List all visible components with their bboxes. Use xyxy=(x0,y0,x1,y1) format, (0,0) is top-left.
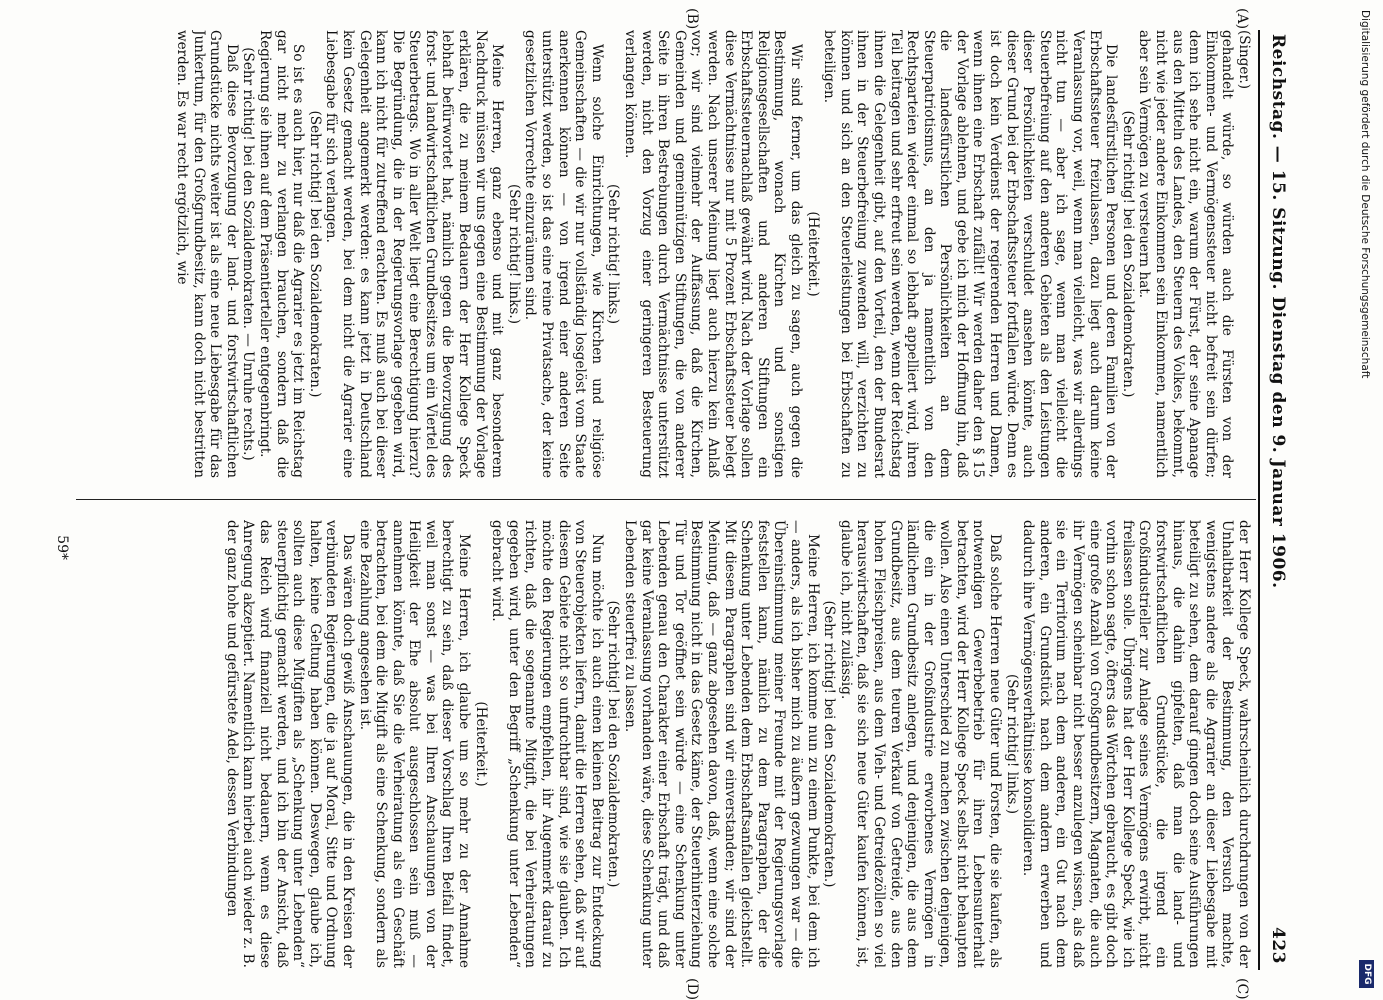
header-rule xyxy=(1258,30,1260,970)
digitization-note: Digitalisierung gefördert durch die Deutsche Forschungsgemeinschaft xyxy=(1359,10,1371,379)
interjection: (Sehr richtig! links.) xyxy=(1003,673,1020,815)
margin-mark-a: (A) xyxy=(1234,8,1250,30)
interjection: (Sehr richtig! bei den Sozialdemokraten.) xyxy=(1119,110,1136,398)
interjection: (Sehr richtig! bei den Sozialdemokraten. — Unruhe rechts.) xyxy=(240,47,257,461)
interjection: (Sehr richtig! links.) xyxy=(605,183,622,325)
digitization-note-strip xyxy=(1343,0,1383,1000)
header-right: 423 xyxy=(1268,927,1288,964)
paragraph: Wenn solche Einrichtungen, wie Kirchen und religiöse Gemeinschaften — die wir nur vollständig losgelöst vom Staate anerkennen können — von irgend einer anderen Seite unterstützt werden, so ist das eine reine Privatsache, der keine gesetzlichen Vorrechte einzuräumen sind. xyxy=(522,30,605,478)
interjection: (Heiterkeit.) xyxy=(472,701,489,787)
paragraph: Daß solche Herren neue Güter und Forsten, die sie kaufen, als notwendigen Gewerbebetrieb für ihren Lebensunterhalt betrachten, wird der Herr Kollege Speck selbst nicht behaupten wollen. Also einen Unterschied zu machen zwischen denjenigen, die ein in der Großindustrie erworbenes Vermögen in ländlichem Grundbesitz anlegen, und denjenigen, die aus dem Grundbesitz, aus dem teuren Verkauf von Getreide, aus den hohen Fleischpreisen, aus dem Vieh- und Getreidezöllen so viel herauswirtschaften, daß sie sich neue Güter kaufen können, ist, glaube ich, nicht zulässig. xyxy=(837,520,1004,968)
column-divider xyxy=(76,499,1256,500)
header-left: Reichstag. — 15. Sitzung. Dienstag den 9. Januar 1906. xyxy=(1268,34,1288,589)
dfg-logo: DFG xyxy=(1359,960,1374,988)
paragraph: Meine Herren, ganz ebenso und mit ganz besonderem Nachdruck müssen wir uns gegen eine Bestimmung der Vorlage erklären, die zu meinem Bedauern der Herr Kollege Speck lebhaft befürwortet hat, nämlich gegen die Bevorzugung des forst- und landwirtschaftlichen Grundbesitzes um ein Viertel des Steuerbetrags. Wo in aller Welt liegt eine Berechtigung hierzu? Die Begründung, die in der Regierungsvorlage gegeben wird, kann ich nicht für zutreffend erachten. Es muß auch bei dieser Gelegenheit angemerkt werden: es kann jetzt in Deutschland kein Gesetz gemacht werden, bei dem nicht die Agrarier eine Liebesgabe für sich verlangen. xyxy=(323,30,506,478)
paragraph: gehandelt würde, so würden auch die Fürsten von der Einkommen- und Vermögenssteuer nicht befreit sein dürfen; denn ich sehe nicht ein, warum der Fürst, der seine Apanage aus den Mitteln des Landes, den Steuern des Volkes, bekommt, nicht wie jeder andere Einkommen sein Einkommen, namentlich aber sein Vermögen zu versteuern hat. xyxy=(1136,30,1236,478)
right-column xyxy=(97,520,1252,968)
paragraph: Meine Herren, ich komme nun zu einem Punkte, bei dem ich — anders, als ich bisher mich zu äußern gezwungen war — die Übereinstimmung meiner Freunde mit der Regierungsvorlage feststellen kann, nämlich zu dem Paragraphen, der die Schenkung unter Lebenden dem Erbschaftsanfallen gleichstellt. Mit diesem Paragraphen sind wir einverstanden; wir sind der Meinung, daß — ganz abgesehen davon, daß, wenn eine solche Bestimmung nicht in das Gesetz käme, der Steuerhinterziehung Tür und Tor geöffnet sein würde — eine Schenkung unter Lebenden genau den Charakter einer Erbschaft trägt, und daß gar keine Veranlassung vorhanden wäre, diese Schenkung unter Lebenden steuerfrei zu lassen. xyxy=(622,520,821,968)
margin-mark-b: (B) xyxy=(684,8,700,30)
paragraph: Meine Herren, ich glaube um so mehr zu der Annahme berechtigt zu sein, daß dieser Vorschlag Ihren Beifall findet, weil man sonst — was bei Ihren Anschauungen von der Heiligkeit der Ehe absolut ausgeschlossen sein muß — annehmen könnte, daß Sie die Verheiratung als ein Geschäft betrachten, bei dem die Mitgift als eine Schenkung, sondern als eine Bezahlung angesehen ist. xyxy=(356,520,473,968)
speaker-label: (Singer.) xyxy=(1236,30,1252,90)
paragraph: Nun möchte ich auch einen kleinen Beitrag zur Entdeckung von Steuerobjekten liefern, damit die Herren sehen, daß wir auf diesem Gebiete nicht so unfruchtbar sind, wie sie glauben. Ich möchte den Regierungen empfehlen, ihr Augenmerk darauf zu richten, daß die sogenannte Mitgift, die bei Verheiratungen gegeben wird, unter den Begriff „Schenkung unter Lebenden“ gebracht wird. xyxy=(489,520,605,968)
paragraph: Daß diese Bevorzugung der land- und forstwirtschaftlichen Grundstücke nichts weiter ist als eine neue Liebesgabe für das Junkertum, für den Großgrundbesitz, kann doch nicht bestritten werden. Es war recht ergötzlich, wie xyxy=(174,30,240,478)
paragraph: Das wären doch gewiß Anschauungen, die in den Kreisen der verbündeten Regierungen, die ja auf Moral, Sitte und Ordnung halten, keine Geltung haben können. Deswegen, glaube ich, sollten auch diese Mitgiften als „Schenkung unter Lebenden“ steuerpflichtig gemacht werden, und ich bin der Ansicht, daß das Reich wird finanziell nicht bedauern, wenn es diese Anregung akzeptiert. Namentlich kann hierbei auch wieder z. B. der ganz hohe und gefürstete Adel, dessen Verbindungen xyxy=(223,520,356,968)
interjection: (Sehr richtig! bei den Sozialdemokraten.) xyxy=(605,600,622,888)
interjection: (Heiterkeit.) xyxy=(804,211,821,297)
left-column xyxy=(97,30,1252,478)
interjection: (Sehr richtig! bei den Sozialdemokraten.) xyxy=(306,110,323,398)
interjection: (Sehr richtig! bei den Sozialdemokraten.) xyxy=(821,600,838,888)
interjection: (Sehr richtig! links.) xyxy=(505,183,522,325)
paragraph: der Herr Kollege Speck, wahrscheinlich durchdrungen von der Unhaltbarkeit der Bestimmung, den Versuch machte, wenigstens andere als die Agrarier an dieser Liebesgabe mit beteiligt zu sehen, dem darauf gingen doch seine Ausführungen hinaus, die dahin gipfelten, daß man die land- und forstwirtschaftlichen Grundstücke, die irgend ein Großindustrieller zur Anlage seines Vermögens erwirbt, nicht freilassen solle. Übrigens hat der Herr Kollege Speck, wie ich vorhin schon sagte, öfters das Wörtchen gebraucht, es gibt doch eine große Anzahl von Großgrundbesitzern, Magnaten, die auch ihr Vermögen scheinbar nicht besser anzulegen wissen, als daß sie ein Territorium nach dem anderen, ein Gut nach dem anderen, ein Grundstück nach dem andern erwerben und dadurch ihre Vermögensverhältnisse konsolidieren. xyxy=(1020,520,1252,968)
margin-mark-d: (D) xyxy=(684,978,700,1000)
paragraph: So ist es auch hier, nur daß die Agrarier es jetzt im Reichstag gar nicht mehr zu verlangen brauchen, sondern daß die Regierung sie ihnen auf dem Präsentierteller entgegenbringt. xyxy=(256,30,307,478)
signature-mark: 59* xyxy=(54,535,70,560)
paragraph: Wir sind ferner, um das gleich zu sagen, auch gegen die Bestimmung, wonach Kirchen und sonstigen Religionsgesellschaften und anderen Stiftungen ein Erbschaftssteuernachlaß gewährt wird. Nach der Vorlage sollen diese Vermächtnisse nur mit 5 Prozent Erbschaftssteuer belegt werden. Nach unserer Meinung liegt auch hierzu kein Anlaß vor; wir sind vielmehr der Auffassung, daß die Kirchen, Gemeinden und gemeinnützigen Stiftungen, die von anderer Seite in ihren Bestrebungen durch Vermächtnisse unterstützt werden, nicht den Vorzug einer geringeren Besteuerung verlangen können. xyxy=(622,30,804,478)
margin-mark-c: (C) xyxy=(1234,978,1250,1000)
page-header xyxy=(1264,0,1292,1000)
paragraph: Die landesfürstlichen Personen und deren Familien von der Erbschaftssteuer freizulassen, dazu liegt auch darum keine Veranlassung vor, weil, wenn man vielleicht, was wir allerdings nicht tun — aber ich sage, wenn man vielleicht die Steuerbefreiung auf den anderen Gebieten als den Leistungen dieser Persönlichkeiten verschuldet ansehen könnte, auch dieser Grund bei der Erbschaftssteuer fortfallen würde. Denn es ist doch kein Verdienst der regierenden Herren und Damen, wenn ihnen eine Erbschaft zufällt! Wir werden daher den § 15 der Vorlage ablehnen, und gebe ich mich der Hoffnung hin, daß die landesfürstlichen Persönlichkeiten an dem Steuerpatriotismus, an den ja namentlich von den Rechtsparteien wieder einmal so lebhaft appelliert wird, ihren Teil beitragen und sehr erfreut sein werden, wenn der Reichstag ihnen die Gelegenheit gibt, auf den Vorteil, den der Bundesrat ihnen in der Steuerbefreiung zuwenden will, verzichten zu können und sich an den Steuerleistungen bei Erbschaften zu beteiligen. xyxy=(821,30,1120,478)
